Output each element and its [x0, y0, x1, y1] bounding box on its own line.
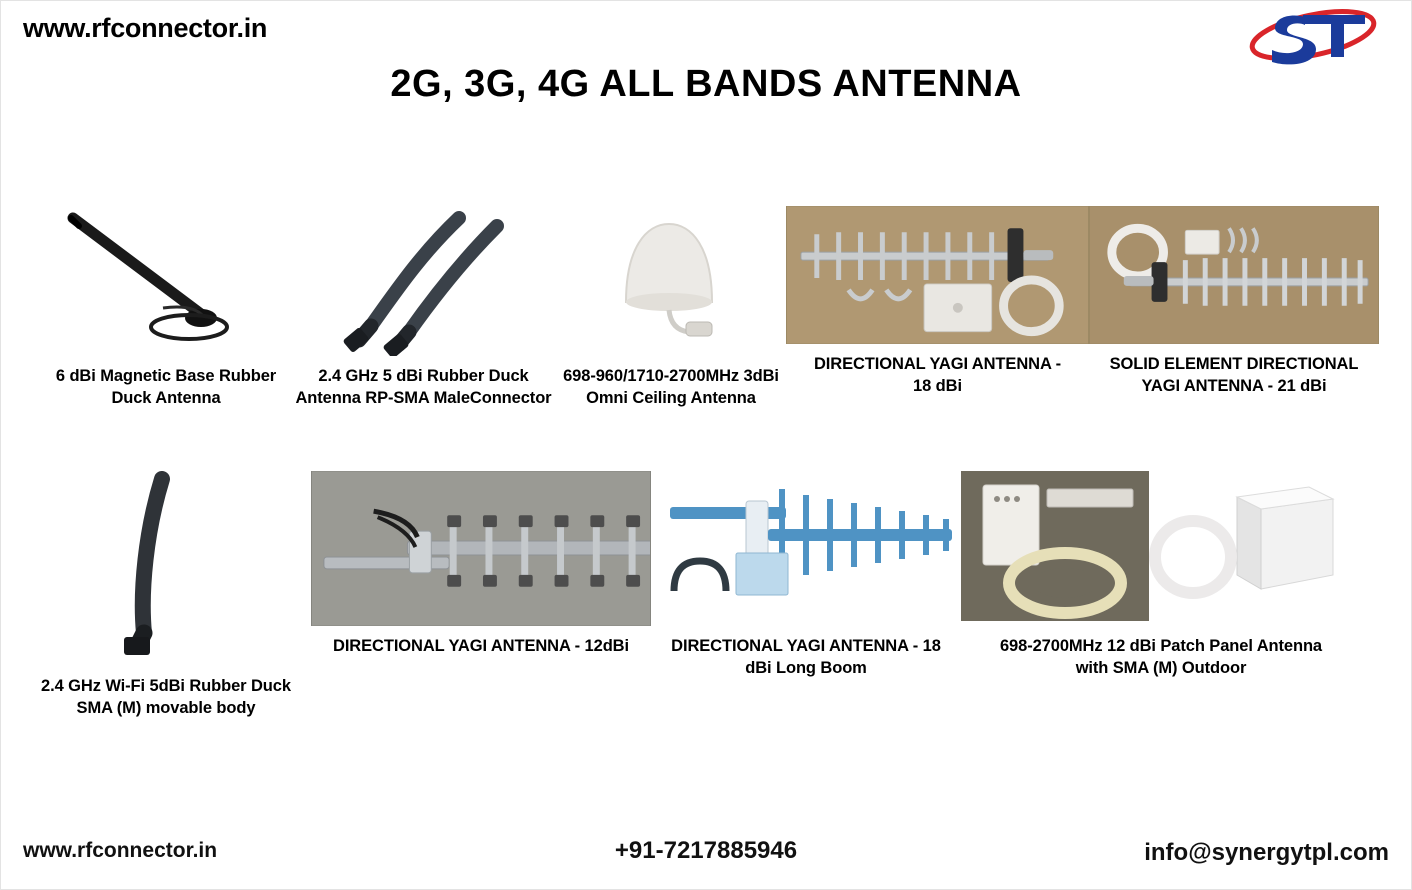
product-caption: DIRECTIONAL YAGI ANTENNA - 18 dBi Long Boom	[671, 637, 941, 677]
product-caption: DIRECTIONAL YAGI ANTENNA - 12dBi	[333, 637, 629, 655]
product-row-2	[21, 471, 1371, 720]
product-card-yagi-21dbi	[1089, 206, 1379, 398]
omni-ceiling-antenna-icon	[566, 206, 776, 356]
product-caption: 698-2700MHz 12 dBi Patch Panel Antenna with SMA (M) Outdoor	[999, 637, 1323, 677]
page-title: 2G, 3G, 4G ALL BANDS ANTENNA	[390, 63, 1022, 105]
solid-element-yagi-photo-icon	[1090, 206, 1378, 344]
footer-phone: +91-7217885946	[614, 837, 798, 864]
product-row-1	[41, 206, 1371, 410]
product-caption: 2.4 GHz Wi-Fi 5dBi Rubber Duck SMA (M) movable body	[41, 677, 291, 717]
product-caption: DIRECTIONAL YAGI ANTENNA - 18 dBi	[813, 355, 1062, 395]
product-caption: 698-960/1710-2700MHz 3dBi Omni Ceiling Antenna	[563, 367, 779, 407]
product-caption: 6 dBi Magnetic Base Rubber Duck Antenna	[55, 367, 277, 407]
wifi-rubber-duck-antenna-icon	[36, 471, 296, 666]
product-image-patch-panel	[961, 471, 1361, 626]
product-card-yagi-long-boom	[651, 471, 961, 680]
yagi-antenna-photo-icon	[787, 206, 1088, 344]
product-image-omni-ceiling	[556, 206, 786, 356]
product-card-rubber-duck-rpsma	[291, 206, 556, 410]
product-caption: SOLID ELEMENT DIRECTIONAL YAGI ANTENNA - 21 dBi	[1109, 355, 1359, 395]
product-caption: 2.4 GHz 5 dBi Rubber Duck Antenna RP-SMA MaleConnector	[295, 367, 552, 407]
company-logo	[1243, 5, 1383, 67]
product-image-yagi-long-boom	[651, 471, 961, 626]
product-image-yagi-18dbi	[786, 206, 1089, 344]
header-site-url: www.rfconnector.in	[23, 13, 268, 43]
product-card-wifi-5dbi	[21, 471, 311, 720]
product-card-patch-panel	[961, 471, 1361, 680]
yagi-long-boom-icon	[656, 471, 956, 626]
product-image-yagi-21dbi	[1089, 206, 1379, 344]
magnetic-base-antenna-icon	[51, 206, 281, 356]
patch-panel-antenna-icon	[961, 471, 1361, 626]
product-card-magnetic-base	[41, 206, 291, 410]
product-image-yagi-12dbi	[311, 471, 651, 626]
footer-site-url: www.rfconnector.in	[23, 839, 218, 862]
product-card-omni-ceiling	[556, 206, 786, 410]
footer-email: info@synergytpl.com	[1144, 839, 1389, 866]
product-image-magnetic-base	[41, 206, 291, 356]
logo-icon	[1243, 5, 1383, 67]
rubber-duck-antenna-icon	[301, 206, 546, 356]
product-card-yagi-18dbi	[786, 206, 1089, 398]
product-image-wifi-5dbi	[21, 471, 311, 666]
product-image-rubber-duck-rpsma	[291, 206, 556, 356]
yagi-12dbi-photo-icon	[312, 471, 650, 626]
product-card-yagi-12dbi	[311, 471, 651, 658]
